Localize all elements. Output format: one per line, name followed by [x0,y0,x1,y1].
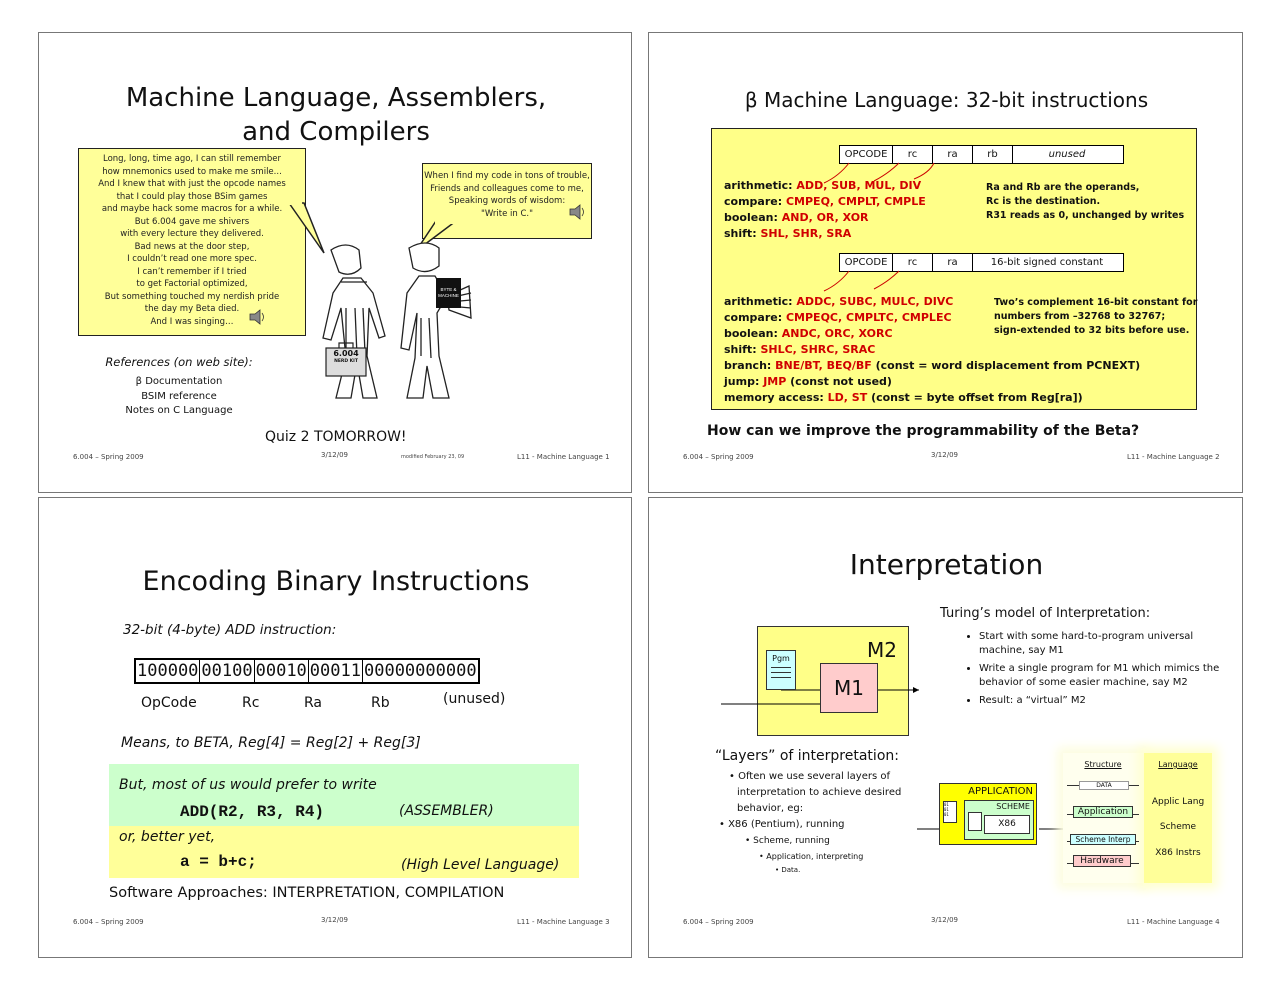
field-unused: unused [1048,149,1086,160]
slide-2 [648,32,1243,493]
scheme-label: SCHEME [996,802,1030,811]
layer-item: • Application, interpreting [759,852,864,861]
field-rb: rb [973,146,1013,163]
bits-unused: 00000000000 [363,661,477,681]
layer-text: Scheme, running [753,836,830,846]
field-label-ra: Ra [304,695,322,711]
text-line: But 6.004 gave me shivers [134,216,250,227]
field-ra: ra [933,146,973,163]
text-line: Bad news at the door step, [134,241,250,252]
opcode-row [724,227,851,240]
turing-item: • Result: a “virtual” M2 [979,694,1225,708]
programmability-question: How can we improve the programmability of the Beta? [707,423,1140,439]
m1-label: M1 [834,676,864,700]
hll-label: (High Level Language) [401,857,560,873]
opcode-row [724,391,1083,404]
structure-hardware: Hardware [1073,855,1131,867]
slide-title: Encoding Binary Instructions [142,566,530,597]
opcode-list: CMPEQC, CMPLTC, CMPLEC [785,311,952,324]
layer-item: • Often we use several layers of interpretation to achieve desired behavior, eg: [729,771,902,814]
reference-c-notes[interactable]: Notes on C Language [125,405,233,416]
structure-application: Application [1073,806,1133,818]
text-line: Long, long, time ago, I can still remember [102,154,281,164]
footer-course: 6.004 – Spring 2009 [683,918,754,926]
title-line: Machine Language, Assemblers, [125,83,547,113]
slide-1 [38,32,632,493]
structure-scheme-interp: Scheme Interp [1070,834,1136,845]
hll-code: a = b+c; [180,853,257,871]
layer-item: • Scheme, running [745,836,830,846]
opcode-list: ADD, SUB, MUL, DIV [796,179,922,192]
turing-item: • Start with some hard-to-program universal machine, say M1 [979,630,1225,657]
footer-slide-label: L11 - Machine Language 1 [517,453,610,461]
turing-list [965,630,1225,708]
assembler-label: (ASSEMBLER) [399,803,494,819]
text-line: with every lecture they delivered. [120,229,264,239]
quiz-notice: Quiz 2 TOMORROW! [265,429,407,445]
slide-4 [648,497,1243,958]
speaker-icon[interactable] [247,308,269,326]
quote-text [423,170,591,220]
footer-course: 6.004 – Spring 2009 [683,453,754,461]
footer-date: 3/12/09 [931,916,958,924]
opcode-list: ANDC, ORC, XORC [781,327,893,340]
footer-date: 3/12/09 [321,916,348,924]
speaker-icon[interactable] [567,203,589,221]
opcode-category: boolean: [724,211,778,224]
note-line: Ra and Rb are the operands, [986,182,1140,193]
layer-text: Data. [781,866,801,874]
opcode-row [724,211,869,224]
reference-bsim[interactable]: BSIM reference [141,390,217,402]
data-icon: 01 01 01 [943,801,957,823]
application-label: APPLICATION [968,786,1033,797]
title-line: and Compilers [242,117,430,147]
opcode-note: (const = word displacement from PCNEXT) [875,359,1141,372]
opcode-category: branch: [724,359,772,372]
layer-text: X86 (Pentium), running [728,819,845,830]
binary-instruction [134,658,480,684]
language-scheme: Scheme [1159,822,1197,832]
footer-slide-label: L11 - Machine Language 3 [517,918,610,926]
text-line: And I knew that with just the opcode names [98,179,286,189]
text-line: to get Factorial optimized, [136,279,248,289]
layer-text: Often we use several layers of interpretation to achieve desired behavior, eg: [737,771,902,814]
opcode-row [724,375,892,388]
text-line: Speaking words of wisdom: [448,196,566,206]
program-box [766,650,796,690]
opcode-row [724,179,921,192]
references-list [84,375,274,419]
field-rc: rc [893,254,933,271]
note-line: numbers from –32768 to 32767; [994,311,1166,322]
constant-note [994,296,1197,338]
slide-subtitle: 32-bit (4-byte) ADD instruction: [123,622,337,638]
opcode-row [724,327,893,340]
bits-ra: 00010 [255,661,307,681]
opcode-category: compare: [724,195,783,208]
footer-slide-label: L11 - Machine Language 4 [1127,918,1220,926]
footer-modified: modified February 23, 09 [401,454,465,460]
opcode-row [724,343,875,356]
machine-m1 [820,663,878,713]
field-constant: 16-bit signed constant [990,257,1104,268]
assembler-code: ADD(R2, R3, R4) [180,803,325,821]
turing-heading: Turing’s model of Interpretation: [940,606,1151,621]
opcode-list: LD, ST [827,391,868,404]
bits-rb: 00011 [309,661,361,681]
slide-title: Interpretation [849,548,1044,581]
bits-rc: 00100 [201,661,253,681]
field-rc: rc [893,146,933,163]
text-line: and maybe hack some macros for a while. [101,204,283,214]
svg-text:MACHINE: MACHINE [438,293,459,298]
prefer-text: But, most of us would prefer to write [119,777,377,793]
x86-layer: X86 [984,815,1030,834]
text-line: that I could play those BSim games [116,191,268,202]
opcode-category: shift: [724,227,757,240]
turing-item: • Write a single program for M1 which mimics the behavior of some easier machine, say M2 [979,662,1225,689]
text-line: I can’t remember if I tried [137,266,247,277]
text-line: When I find my code in tons of trouble, [424,171,590,181]
text-line: "Write in C." [480,208,534,219]
opcode-category: shift: [724,343,757,356]
field-label-unused: (unused) [443,691,506,707]
opcode-list: JMP [763,375,787,388]
m2-label: M2 [867,638,897,662]
text-line: the day my Beta died. [144,304,240,314]
egyptian-figures-illustration [271,238,486,403]
layer-item: • X86 (Pentium), running [719,819,845,830]
language-heading: Language [1158,760,1198,769]
language-x86: X86 Instrs [1155,848,1201,858]
opcode-list: SHLC, SHRC, SRAC [760,343,876,356]
language-column [1144,753,1212,883]
text-line: But something touched my nerdish pride [104,291,280,302]
footer-date: 3/12/09 [931,451,958,459]
footer-slide-label: L11 - Machine Language 2 [1127,453,1220,461]
opcode-row [724,311,952,324]
opcode-row [724,195,926,208]
opcode-category: jump: [724,375,760,388]
text-line: Friends and colleagues come to me, [430,183,584,194]
layer-text: Application, interpreting [766,852,864,861]
bits-opcode: 100000 [137,661,199,681]
note-line: Rc is the destination. [986,196,1101,207]
better-text: or, better yet, [119,829,216,845]
opcode-list: AND, OR, XOR [781,211,869,224]
slide-3 [38,497,632,958]
layer-item: • Data. [775,866,801,874]
program-label: Pgm [772,654,790,663]
reference-beta-doc[interactable]: β Documentation [135,376,223,387]
means-statement: Means, to BETA, Reg[4] = Reg[2] + Reg[3] [121,735,421,751]
opcode-list: ADDC, SUBC, MULC, DIVC [796,295,954,308]
slide-title [39,81,632,149]
text-line: how mnemonics used to make me smile... [102,166,282,177]
opcode-category: arithmetic: [724,179,793,192]
opcode-note: (const = byte offset from Reg[ra]) [871,391,1083,404]
briefcase-label: 6.004 [333,349,359,358]
opcode-category: arithmetic: [724,295,793,308]
field-opcode: OPCODE [840,146,893,163]
opcode-category: compare: [724,311,783,324]
slide-title: β Machine Language: 32-bit instructions [744,88,1149,112]
book-label: BYTE & [440,287,457,292]
text-line: And I was singing… [150,316,234,327]
references-heading: References (on web site): [105,355,253,369]
structure-heading: Structure [1084,760,1122,769]
briefcase-sublabel: NERD KIT [334,359,358,364]
layers-heading: “Layers” of interpretation: [715,748,899,764]
field-label-opcode: OpCode [141,695,197,711]
footer-course: 6.004 – Spring 2009 [73,918,144,926]
opcode-row [724,359,1140,372]
footer-date: 3/12/09 [321,451,348,459]
note-line: R31 reads as 0, unchanged by writes [986,210,1185,221]
opcode-row [724,295,953,308]
layers-list [719,769,903,875]
note-line: Two’s complement 16-bit constant for [994,297,1198,308]
opcode-category: boolean: [724,327,778,340]
opcode-list: SHL, SHR, SRA [760,227,852,240]
operands-note [986,181,1184,223]
software-approaches: Software Approaches: INTERPRETATION, COMPILATION [109,885,505,901]
text-line: I couldn’t read one more spec. [127,254,257,264]
opcode-note: (const not used) [790,375,892,388]
footer-course: 6.004 – Spring 2009 [73,453,144,461]
structure-data: DATA [1079,781,1129,790]
field-ra: ra [933,254,973,271]
note-line: sign-extended to 32 bits before use. [994,325,1190,336]
field-opcode: OPCODE [840,254,893,271]
opcode-list: CMPEQ, CMPLT, CMPLE [785,195,926,208]
opcode-category: memory access: [724,391,824,404]
field-label-rb: Rb [371,695,390,711]
opcode-list: BNE/BT, BEQ/BF [775,359,872,372]
document-icon [968,812,982,831]
field-label-rc: Rc [242,695,260,711]
language-applic: Applic Lang [1151,797,1205,807]
